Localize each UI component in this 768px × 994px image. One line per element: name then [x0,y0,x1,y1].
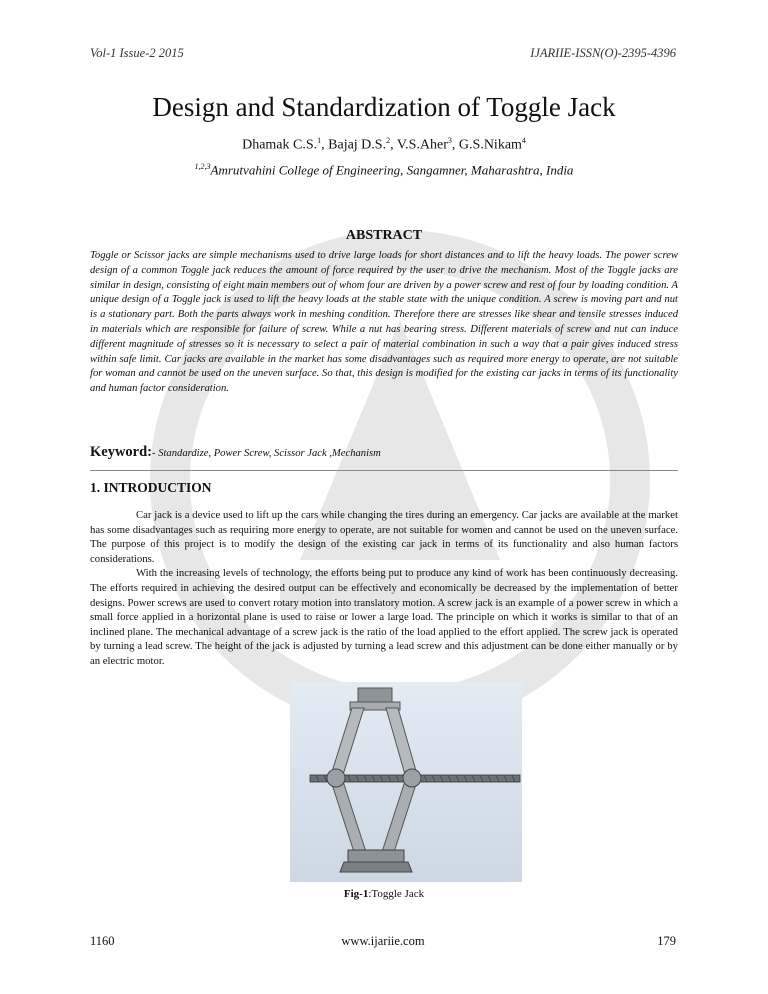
author-sup: 3 [447,136,452,145]
author-sup: 2 [386,136,391,145]
author-sup: 4 [521,136,526,145]
page-footer [90,934,676,950]
author-sup: 1 [317,136,322,145]
intro-paragraph: With the increasing levels of technology, the efforts being put to produce any kind of work has been continuously decreasing. The efforts required in achieving the desired output can be effectively and economically be decreased by the implementation of better designs. Power screws are used to convert rotary motion into translatory motion. A screw jack is an example of a power screw in which a small force applied in a horizontal plane is used to raise or lower a large load. The principle on which it works is similar to that of an inclined plane. The mechanical advantage of a screw jack is the ratio of the load applied to the effort applied. The screw jack is operated by turning a lead screw. The height of the jack is adjusted by turning a lead screw and this adjustment can be done either manually or by an electric motor. [90,567,678,667]
figure-label: Fig-1 [343,888,369,900]
author-name: G.S.Nikam [458,137,522,153]
abstract-heading: ABSTRACT [345,228,423,243]
jack-right-pivot [403,769,421,787]
section-divider [90,470,678,471]
header-issn: IJARIIE-ISSN(O)-2395-4396 [530,46,676,60]
jack-left-pivot [327,769,345,787]
paper-title: Design and Standardization of Toggle Jack [152,92,616,122]
figure-caption [0,888,768,900]
author-name: V.S.Aher [396,137,448,153]
author-list: Dhamak C.S.$^1$, Bajaj D.S.$^2$, V.S.Aher$^3$, G.S.Nikam$^4$ [242,136,526,153]
header-volume: Vol-1 Issue-2 2015 [90,46,184,60]
footer-website: www.ijariie.com [341,934,425,948]
keywords [90,444,678,461]
affiliation-text: Amrutvahini College of Engineering, Sangamner, Maharashtra, India [210,162,574,178]
author-name: Bajaj D.S. [328,137,387,153]
author-name: Dhamak C.S. [242,137,318,153]
introduction-heading: 1. INTRODUCTION [90,480,212,495]
figure-caption-text: :Toggle Jack [368,888,425,900]
running-header [90,46,676,62]
page-number: 179 [657,934,676,948]
footer-left-number: 1160 [90,934,115,948]
introduction-body [90,508,678,669]
abstract-text: Toggle or Scissor jacks are simple mechanisms used to drive large loads for short distances and to lift the heavy loads. The power screw design of a common Toggle jack reduces the amount of force required by the user to drive the mechanism. Most of the Toggle jacks are similar in design, consisting of eight main members out of whom four are driven by a power screw and rest of four by loading condition. A unique design of a Toggle jack is used to lift the heavy loads at the stable state with the unique condition. A screw is moving part and nut is a stationary part. Both the parts always work in meshing condition. Therefore there are stresses like shear and tensile stresses induced in materials which are responsible for failure of screw. While a nut has bearing stress. Different materials of screw and nut can induce different magnitude of stresses so it is necessary to select a pair of material combination in such a way that a pair gives induced stress within safe limit. Car jacks are available in the market has some disadvantages such as required more energy to operate, are not suitable for woman and cannot be used on the uneven surface. So that, this design is modified for the existing car jacks in terms of its functionality and human factor consideration. [90,250,678,395]
keyword-label: Keyword: [90,444,153,460]
affiliation-sup: 1,2,3 [194,162,211,171]
intro-paragraph: Car jack is a device used to lift up the cars while changing the tires during an emergency. Car jacks are available at the market has some disadvantages such as requiring more energy to operate, are not suitable for women and cannot be used on the uneven surface. The purpose of this project is to modify the design of the existing car jack in terms of its functionality and also human factors considerations. [90,509,678,565]
affiliation [0,162,768,178]
keyword-text: - Standardize, Power Screw, Scissor Jack ,Mechanism [152,448,381,459]
toggle-jack-figure [290,682,522,882]
jack-base [348,850,404,862]
